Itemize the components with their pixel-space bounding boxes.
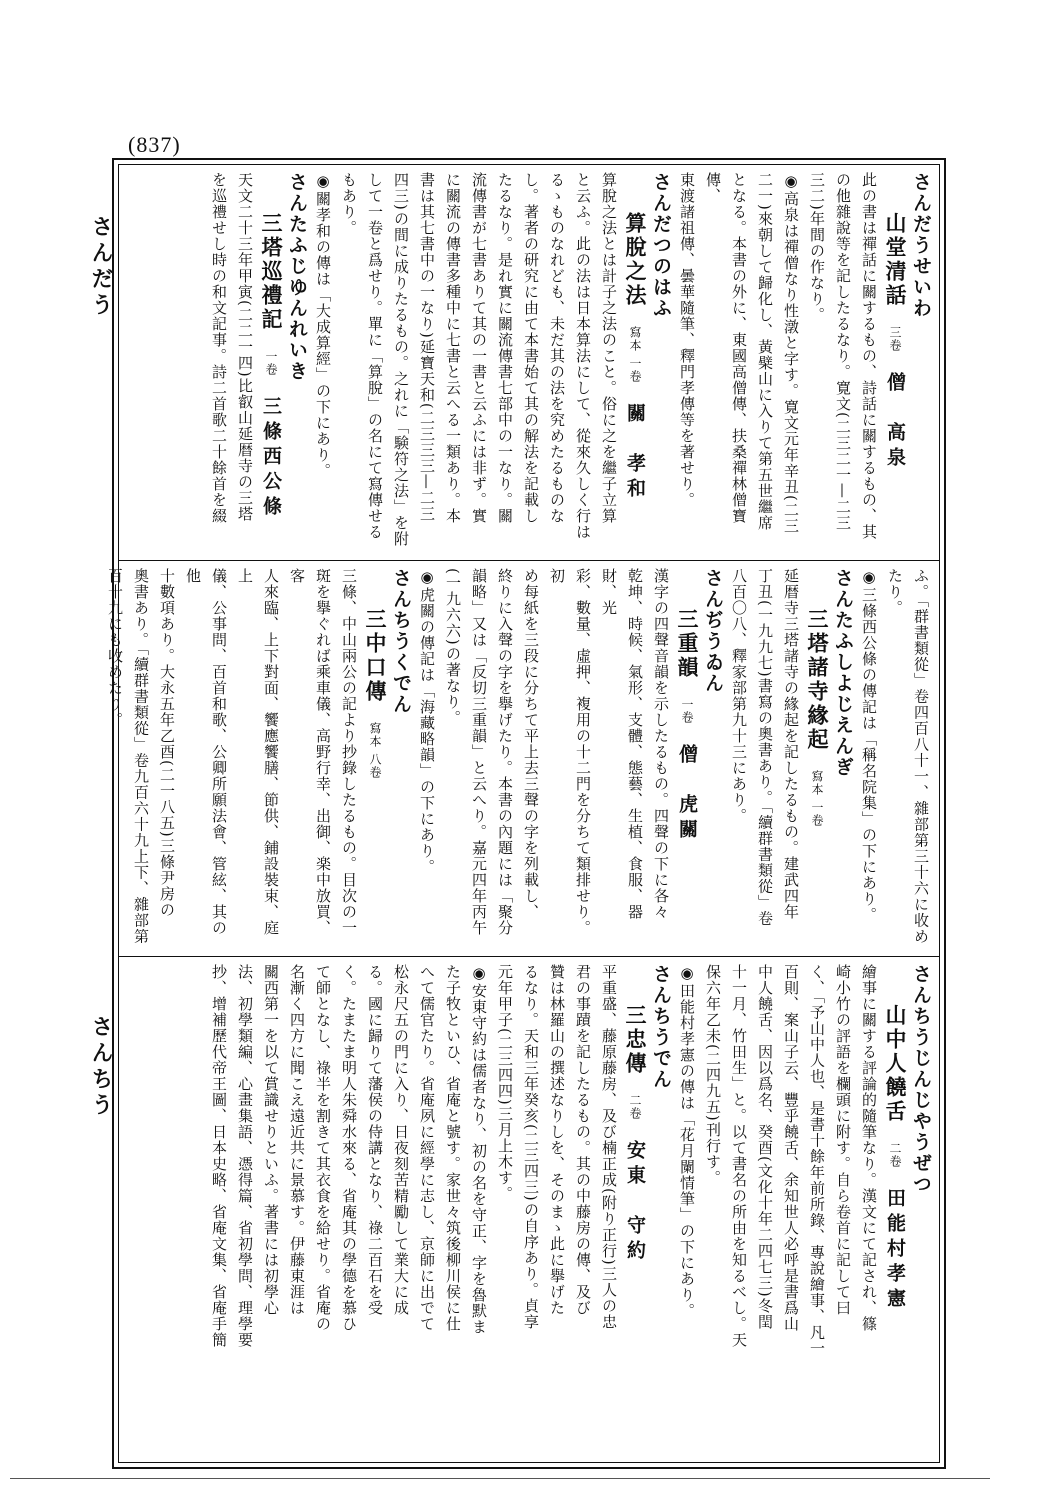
entry-title-line: [882, 172, 908, 552]
text-column: め每紙を三段に分ちて平上去三聲の字を列載し、: [522, 568, 540, 920]
text-column: し。著者の研究に由て本書始て其の解法を記載し: [522, 172, 540, 524]
text-column: 法、初學類編、心畫集語、憑得篇、省初學問、理學要: [236, 964, 254, 1348]
entry-author: 僧 高泉: [884, 372, 906, 472]
text-column: 平重盛、藤原藤房、及び楠正成(附り正行)三人の忠: [600, 964, 618, 1330]
text-column: 三二)年間の作なり。: [808, 172, 826, 323]
entry-title: 三忠傳: [623, 1004, 648, 1076]
text-column: 中人饒舌、因以爲名、癸酉(文化十年二四七三)冬閏: [756, 964, 774, 1330]
text-column: 八百〇八、釋家部第九十三にあり。: [730, 568, 748, 824]
text-column: 書は其七書中の一なり)延寶天和(二三三三—二三: [418, 172, 436, 522]
entry-title-line: [882, 964, 908, 1456]
text-column: 三條、中山兩公の記より抄錄したるもの。目次の一: [340, 568, 358, 936]
entry-title: 三塔巡禮記: [259, 212, 284, 332]
entry-author: 田能村孝憲: [884, 1188, 906, 1313]
text-column: 元年甲子(二三四四)三月上木す。: [496, 964, 514, 1202]
section-middle: [106, 568, 934, 948]
text-column: 韻略」又は「反切三重韻」と云へり。嘉元四年丙午: [470, 568, 488, 936]
text-column: た子牧といひ、省庵と號す。家世々筑後柳川侯に仕: [444, 964, 462, 1332]
text-column: して一卷と爲せり。單に「算脫」の名にて寫傳せる: [366, 172, 384, 540]
text-column: 二一)來朝して歸化し、黃檗山に入りて第五世繼席: [756, 172, 774, 531]
text-column: の他雜說等を記したるなり。寛文(二三二一—二三: [834, 172, 852, 531]
text-column: ◉高泉は禪僧なり性潡と字す。寛文元年辛丑(二三: [782, 172, 800, 534]
text-column: 斑を擧ぐれば乘車儀、高野行幸、出御、楽中放買、客: [288, 568, 332, 936]
text-column: 崎小竹の評語を欄頭に附す。自ら卷首に記して曰: [834, 964, 852, 1316]
entry-reading-heading: さんちうじんじやうぜつ: [910, 964, 932, 1195]
entry-title: 三塔諸寺緣起: [805, 608, 830, 752]
text-column: るなり。天和三年癸亥(二三四三)の自序あり。貞享: [522, 964, 540, 1330]
section-top: [124, 172, 934, 552]
text-column: 延暦寺三塔諸寺の緣起を記したるもの。建武四年: [782, 568, 800, 920]
text-column: 君の事蹟を記したるもの。其の中藤房の傳、及び: [574, 964, 592, 1316]
text-column: 天文二十三年甲寅(二二一四)比叡山延暦寺の三塔: [236, 172, 254, 522]
entry-title-line: [804, 568, 830, 948]
text-column: ◉田能村孝憲の傳は「花月闌情筆」の下にあり。: [678, 964, 696, 1319]
entry-volume-info: 寫本 一卷: [810, 770, 824, 827]
entry-author: 安東 守約: [624, 1140, 646, 1265]
section-divider-upper: [118, 560, 940, 561]
text-column: 松永尺五の門に入り、日夜刻苦精勵して業大に成: [392, 964, 410, 1316]
text-column: (一九六六)の著なり。: [444, 568, 462, 726]
side-label-lower: さんちう: [88, 1015, 114, 1119]
text-column: 保六年乙未(二四九五)刊行す。: [704, 964, 722, 1186]
text-column: く。たまたま明人朱舜水來る、省庵其の學德を慕ひ: [340, 964, 358, 1332]
text-column: と云ふ。此の法は日本算法にして、從來久しく行は: [574, 172, 592, 540]
entry-title-line: [622, 172, 648, 552]
entry-reading-heading: さんたふじゆんれいき: [286, 172, 308, 382]
text-column: 十一月、竹田生」と。以て書名の所由を知るべし。天: [730, 964, 748, 1348]
entry-title: 三中口傳: [363, 608, 388, 704]
text-column: もあり。: [340, 172, 358, 236]
text-column: 奧書あり。「續群書類從」卷九百六十九上下、雜部第: [132, 568, 150, 945]
text-column: 繪事に關する評論的隨筆なり。漢文にて記され、篠: [860, 964, 878, 1332]
page-number: (837): [128, 132, 181, 157]
entry-reading-heading: さんちうでん: [650, 964, 672, 1090]
text-column: ◉虎關の傳記は「海藏略韻」の下にあり。: [418, 568, 436, 875]
text-column: ◉關孝和の傳は「大成算經」の下にあり。: [314, 172, 332, 479]
text-column: 四三)の間に成りたるもの。之れに「験符之法」を附: [392, 172, 410, 547]
text-column: 乾坤、時候、氣形、支體、態藝、生植、食服、器財、光: [600, 568, 644, 920]
text-column: を巡禮せし時の和文記事。詩二首歌二十餘首を綴: [210, 172, 228, 524]
entry-reading-heading: さんちうくでん: [390, 568, 412, 715]
text-column: たるなり。是れ實に關流傳書七部中の一なり。關: [496, 172, 514, 524]
entry-reading-heading: さんだつのはふ: [650, 172, 672, 319]
text-column: 贊は林羅山の撰述なりしを、そのまゝ此に擧げた: [548, 964, 566, 1316]
text-column: 東渡諸祖傳、曇華隨筆、釋門孝傳等を著せり。: [678, 172, 696, 508]
section-divider-lower: [118, 956, 940, 957]
text-column: ◉三條西公條の傳記は「稱名院集」の下にあり。: [860, 568, 878, 923]
entry-title-line: [362, 568, 388, 948]
entry-title: 三重韻: [675, 608, 700, 680]
text-column: 漢字の四聲音韻を示したるもの。四聲の下に各々: [652, 568, 670, 920]
side-label-upper: さんだう: [88, 215, 114, 319]
text-column: 算脫之法とは計子之法のこと。俗に之を繼子立算: [600, 172, 618, 524]
text-column: て師となし、祿半を割きて其衣食を給せり。省庵の: [314, 964, 332, 1332]
text-column: 丁丑(一九九七)書寫の奧書あり。「續群書類從」卷: [756, 568, 774, 927]
text-column: 十數項あり。大永五年乙酉(二一八五)三條尹房の: [158, 568, 176, 918]
entry-author: 僧 虎關: [676, 744, 698, 844]
entry-author: 關 孝和: [624, 402, 646, 503]
entry-title: 山中人饒舌: [883, 1004, 908, 1124]
text-column: たり。: [886, 568, 904, 616]
text-column: ◉安東守約は儒者なり、初の名を守正、字を魯默ま: [470, 964, 488, 1335]
entry-title: 算脫之法: [623, 212, 648, 308]
entry-author: 三條西公條: [260, 396, 282, 521]
bottom-rule: [10, 1478, 990, 1479]
text-column: 彩、數量、虛押、複用の十二門を分ちて類排せり。初: [548, 568, 592, 936]
text-column: 關西第一を以て賞識せりといふ。著書には初學心: [262, 964, 280, 1316]
text-column: 終りに入聲の字を擧げたり。本書の內題には「聚分: [496, 568, 514, 936]
text-column: 百則、案山子云、豐乎饒舌、余知世人必呼是書爲山: [782, 964, 800, 1332]
text-column: へて儒官たり。省庵夙に經學に志し、京師に出でて: [418, 964, 436, 1332]
text-column: 儀、公事問、百首和歌、公卿所願法會、管絃、其の他: [184, 568, 228, 936]
text-column: 人來臨、上下對面、饗應饗膳、節供、鋪設裝束、庭上: [236, 568, 280, 936]
text-column: る。國に歸りて藩侯の侍講となり、祿二百石を受: [366, 964, 384, 1316]
entry-volume-info: 三卷: [888, 326, 902, 352]
entry-title-line: [622, 964, 648, 1456]
entry-reading-heading: さんぢうゐん: [702, 568, 724, 694]
entry-volume-info: 寫本 一卷: [628, 326, 642, 383]
entry-reading-heading: さんだうせいわ: [910, 172, 932, 319]
entry-title: 山堂清話: [883, 212, 908, 308]
entry-volume-info: 寫本 八卷: [368, 722, 382, 779]
text-column: 百十九にも收めたり。: [106, 568, 124, 728]
entry-volume-info: 二卷: [888, 1142, 902, 1168]
entry-title-line: [674, 568, 700, 948]
text-column: 名漸く四方に聞こえ遠近共に景慕す。伊藤東涯は: [288, 964, 306, 1316]
entry-reading-heading: さんたふしよじえんぎ: [832, 568, 854, 778]
text-column: 此の書は禪話に關するもの、詩話に關するもの、其: [860, 172, 878, 540]
text-column: 抄、增補歷代帝王圖、日本史略、省庵文集、省庵手簡: [210, 964, 228, 1348]
entry-title-line: [258, 172, 284, 552]
entry-volume-info: 一卷: [264, 350, 278, 376]
text-column: ふ。「群書類從」卷四百八十一、雜部第三十六に收め: [912, 568, 930, 945]
text-column: く、「予山中人也、是書十餘年前所錄、專說繪事、凡一: [808, 964, 826, 1357]
text-column: となる。本書の外に、東國高僧傳、扶桑禪林僧寶傳、: [704, 172, 748, 524]
text-column: に關流の傳書多種中に七書と云へる一類あり。本: [444, 172, 462, 524]
entry-volume-info: 一卷: [680, 698, 694, 724]
text-column: るゝものなれども、未だ其の法を究めたるものな: [548, 172, 566, 524]
section-bottom: [124, 964, 934, 1456]
entry-volume-info: 二卷: [628, 1094, 642, 1120]
text-column: 流傳書が七書ありて其の一書と云ふには非ず。實: [470, 172, 488, 524]
